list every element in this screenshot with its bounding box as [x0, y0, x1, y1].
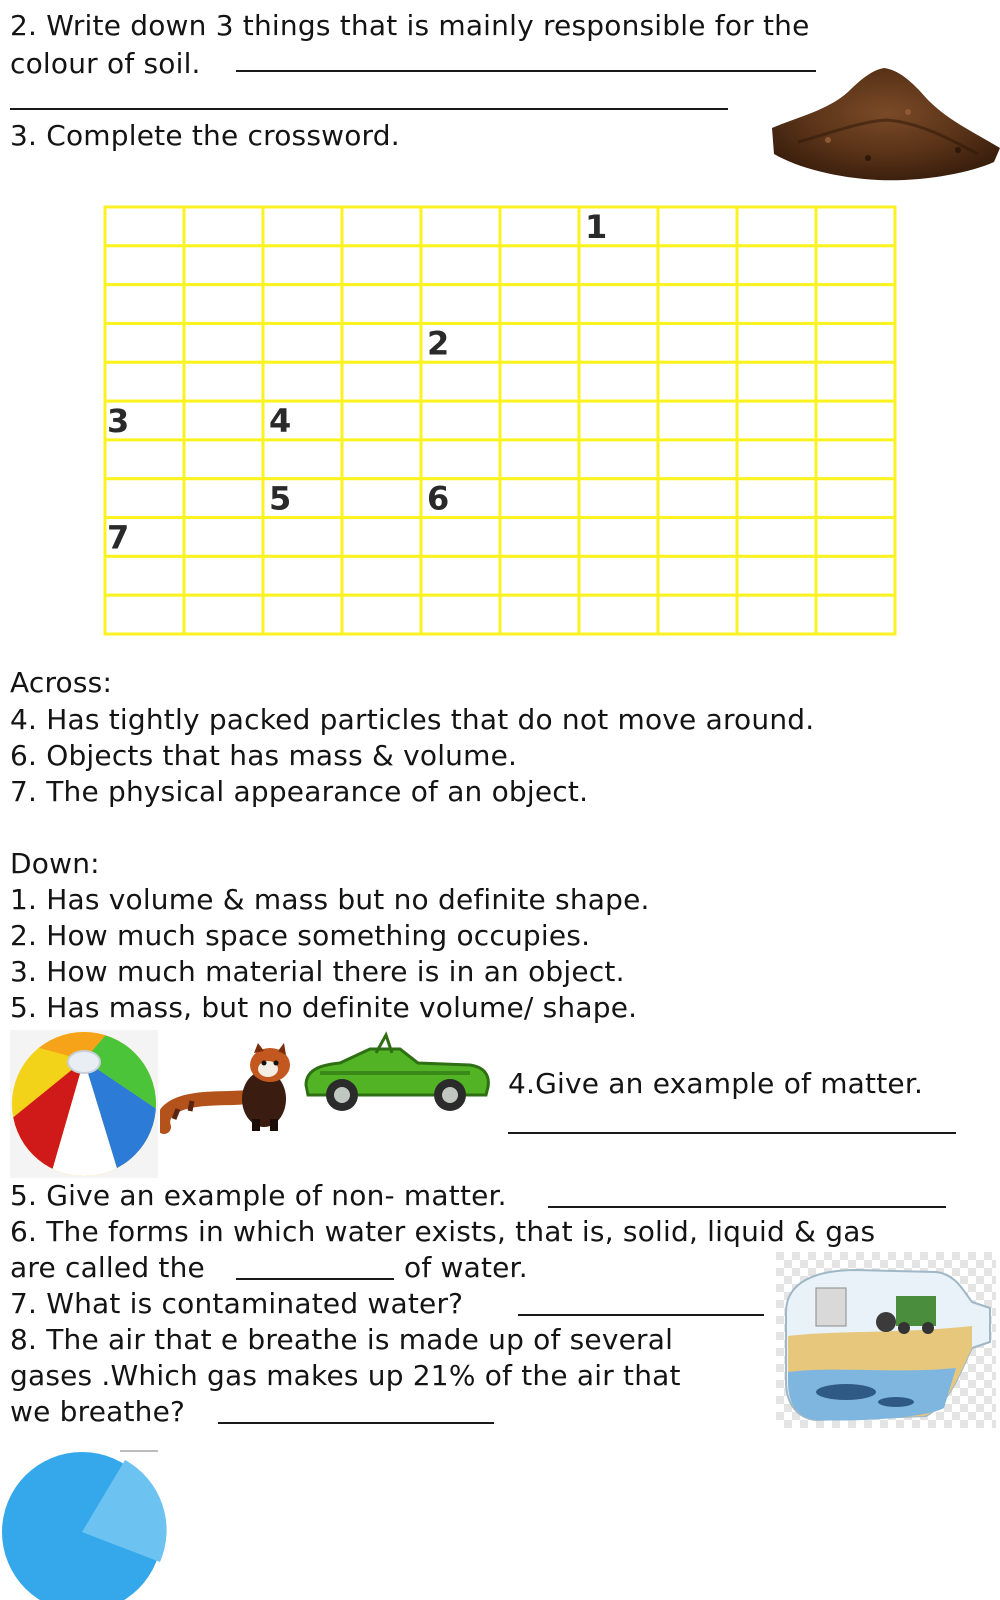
crossword-cell[interactable] [579, 556, 658, 595]
crossword-cell[interactable] [105, 207, 184, 246]
crossword-cell[interactable] [737, 362, 816, 401]
crossword-cell[interactable] [184, 323, 263, 362]
crossword-cell[interactable] [737, 207, 816, 246]
crossword-cell[interactable] [421, 285, 500, 324]
crossword-cell[interactable] [737, 595, 816, 634]
q2-text-line1: 2. Write down 3 things that is mainly responsible for the [10, 9, 810, 42]
across-clue-7: 7. The physical appearance of an object. [10, 775, 589, 808]
crossword-cell[interactable] [342, 246, 421, 285]
crossword-cell[interactable] [421, 440, 500, 479]
q8-text-line3: we breathe? [10, 1395, 186, 1428]
polluted-water-bottle-image [776, 1252, 996, 1428]
crossword-cell[interactable] [342, 556, 421, 595]
crossword-grid[interactable] [103, 205, 897, 636]
crossword-cell[interactable] [579, 518, 658, 557]
crossword-number-6: 6 [427, 479, 450, 518]
crossword-cell[interactable] [658, 207, 737, 246]
across-clue-6: 6. Objects that has mass & volume. [10, 739, 518, 772]
crossword-cell[interactable] [500, 246, 579, 285]
crossword-cell[interactable] [658, 595, 737, 634]
crossword-cell[interactable] [500, 440, 579, 479]
q6-text-line2-start: are called the [10, 1251, 205, 1284]
crossword-cell[interactable] [184, 440, 263, 479]
crossword-cell[interactable] [421, 207, 500, 246]
crossword-cell[interactable] [421, 518, 500, 557]
crossword-number-1: 1 [585, 207, 608, 246]
crossword-cell[interactable] [105, 595, 184, 634]
crossword-cell[interactable] [421, 595, 500, 634]
crossword-cell[interactable] [737, 556, 816, 595]
crossword-cell[interactable] [105, 285, 184, 324]
q6-text-line1: 6. The forms in which water exists, that is, solid, liquid & gas [10, 1215, 876, 1248]
crossword-cell[interactable] [500, 207, 579, 246]
crossword-cell[interactable] [500, 595, 579, 634]
q8-answer-line[interactable] [218, 1422, 494, 1424]
crossword-cell[interactable] [658, 362, 737, 401]
green-car-image [300, 1025, 492, 1115]
crossword-cell[interactable] [658, 285, 737, 324]
crossword-number-5: 5 [269, 479, 292, 518]
across-clue-4: 4. Has tightly packed particles that do not move around. [10, 703, 815, 736]
q8-text-line1: 8. The air that e breathe is made up of several [10, 1323, 674, 1356]
crossword-cell[interactable] [105, 323, 184, 362]
crossword-cell[interactable] [105, 246, 184, 285]
crossword-cell[interactable] [579, 362, 658, 401]
q6-answer-line[interactable] [236, 1278, 394, 1280]
crossword-cell[interactable] [579, 246, 658, 285]
red-panda-image [160, 1035, 300, 1135]
crossword-cell[interactable] [184, 401, 263, 440]
down-clue-2: 2. How much space something occupies. [10, 919, 591, 952]
crossword-cell[interactable] [105, 362, 184, 401]
crossword-cell[interactable] [105, 440, 184, 479]
crossword-cell[interactable] [184, 207, 263, 246]
crossword-cell[interactable] [421, 246, 500, 285]
crossword-cell[interactable] [263, 518, 342, 557]
crossword-cell[interactable] [263, 595, 342, 634]
q6-text-line2-end: of water. [404, 1251, 528, 1284]
crossword-number-2: 2 [427, 324, 450, 363]
crossword-cell[interactable] [737, 440, 816, 479]
crossword-cell[interactable] [500, 323, 579, 362]
q7-text: 7. What is contaminated water? [10, 1287, 464, 1320]
crossword-cell[interactable] [816, 556, 895, 595]
crossword-cell[interactable] [342, 479, 421, 518]
crossword-cell[interactable] [263, 556, 342, 595]
crossword-cell[interactable] [421, 362, 500, 401]
crossword-cell[interactable] [737, 246, 816, 285]
crossword-cell[interactable] [184, 285, 263, 324]
crossword-cell[interactable] [342, 595, 421, 634]
crossword-cell[interactable] [263, 285, 342, 324]
crossword-cell[interactable] [658, 401, 737, 440]
crossword-cell[interactable] [658, 518, 737, 557]
crossword-number-3: 3 [107, 401, 130, 440]
crossword-cell[interactable] [342, 323, 421, 362]
crossword-cell[interactable] [737, 323, 816, 362]
crossword-cell[interactable] [816, 518, 895, 557]
crossword-cell[interactable] [342, 362, 421, 401]
crossword-number-4: 4 [269, 401, 292, 440]
crossword-cell[interactable] [816, 285, 895, 324]
crossword-cell[interactable] [579, 285, 658, 324]
crossword-cell[interactable] [105, 479, 184, 518]
crossword-cell[interactable] [816, 246, 895, 285]
crossword-cell[interactable] [816, 479, 895, 518]
crossword-cell[interactable] [816, 207, 895, 246]
crossword-cell[interactable] [658, 246, 737, 285]
crossword-cell[interactable] [184, 479, 263, 518]
crossword-cell[interactable] [184, 362, 263, 401]
crossword-cell[interactable] [816, 440, 895, 479]
crossword-cell[interactable] [658, 440, 737, 479]
crossword-cell[interactable] [737, 518, 816, 557]
crossword-cell[interactable] [737, 479, 816, 518]
across-heading: Across: [10, 666, 113, 699]
down-clue-1: 1. Has volume & mass but no definite shape. [10, 883, 650, 916]
crossword-cell[interactable] [658, 323, 737, 362]
air-composition-pie-graphic [0, 1440, 170, 1600]
crossword-cell[interactable] [500, 401, 579, 440]
crossword-cell[interactable] [421, 401, 500, 440]
soil-pile-image [768, 62, 1000, 184]
crossword-cell[interactable] [579, 323, 658, 362]
crossword-cell[interactable] [579, 440, 658, 479]
crossword-cell[interactable] [263, 207, 342, 246]
crossword-cell[interactable] [263, 246, 342, 285]
crossword-cell[interactable] [658, 556, 737, 595]
crossword-cell[interactable] [500, 285, 579, 324]
crossword-cell[interactable] [816, 595, 895, 634]
crossword-cell[interactable] [816, 362, 895, 401]
down-clue-5: 5. Has mass, but no definite volume/ shape. [10, 991, 638, 1024]
q2-answer-line-1[interactable] [236, 70, 816, 72]
down-heading: Down: [10, 847, 100, 880]
crossword-cell[interactable] [421, 556, 500, 595]
q2-answer-line-2[interactable] [10, 108, 728, 110]
crossword-cell[interactable] [579, 595, 658, 634]
crossword-cell[interactable] [184, 595, 263, 634]
q8-text-line2: gases .Which gas makes up 21% of the air that [10, 1359, 681, 1392]
crossword-cell[interactable] [342, 518, 421, 557]
q5-answer-line[interactable] [548, 1206, 946, 1208]
crossword-cell[interactable] [184, 556, 263, 595]
crossword-cell[interactable] [263, 362, 342, 401]
crossword-cell[interactable] [263, 323, 342, 362]
q3-text: 3. Complete the crossword. [10, 119, 400, 152]
crossword-cell[interactable] [500, 556, 579, 595]
crossword-cell[interactable] [579, 479, 658, 518]
down-clue-3: 3. How much material there is in an object. [10, 955, 625, 988]
crossword-cell[interactable] [184, 246, 263, 285]
q4-answer-line[interactable] [508, 1132, 956, 1134]
crossword-cell[interactable] [658, 479, 737, 518]
crossword-number-7: 7 [107, 518, 130, 557]
crossword-cell[interactable] [342, 207, 421, 246]
crossword-cell[interactable] [342, 285, 421, 324]
crossword-cell[interactable] [500, 518, 579, 557]
q5-text: 5. Give an example of non- matter. [10, 1179, 507, 1212]
crossword-cell[interactable] [737, 285, 816, 324]
q4-text: 4.Give an example of matter. [508, 1067, 924, 1100]
crossword-cell[interactable] [500, 362, 579, 401]
q7-answer-line[interactable] [518, 1314, 764, 1316]
q2-text-line2: colour of soil. [10, 47, 201, 80]
crossword-cell[interactable] [184, 518, 263, 557]
crossword-cell[interactable] [816, 323, 895, 362]
crossword-cell[interactable] [579, 401, 658, 440]
crossword-cell[interactable] [342, 401, 421, 440]
crossword-cell[interactable] [816, 401, 895, 440]
crossword-cell[interactable] [263, 440, 342, 479]
crossword-cell[interactable] [500, 479, 579, 518]
crossword-cell[interactable] [105, 556, 184, 595]
crossword-cell[interactable] [342, 440, 421, 479]
beach-ball-image [10, 1030, 158, 1178]
crossword-cell[interactable] [737, 401, 816, 440]
